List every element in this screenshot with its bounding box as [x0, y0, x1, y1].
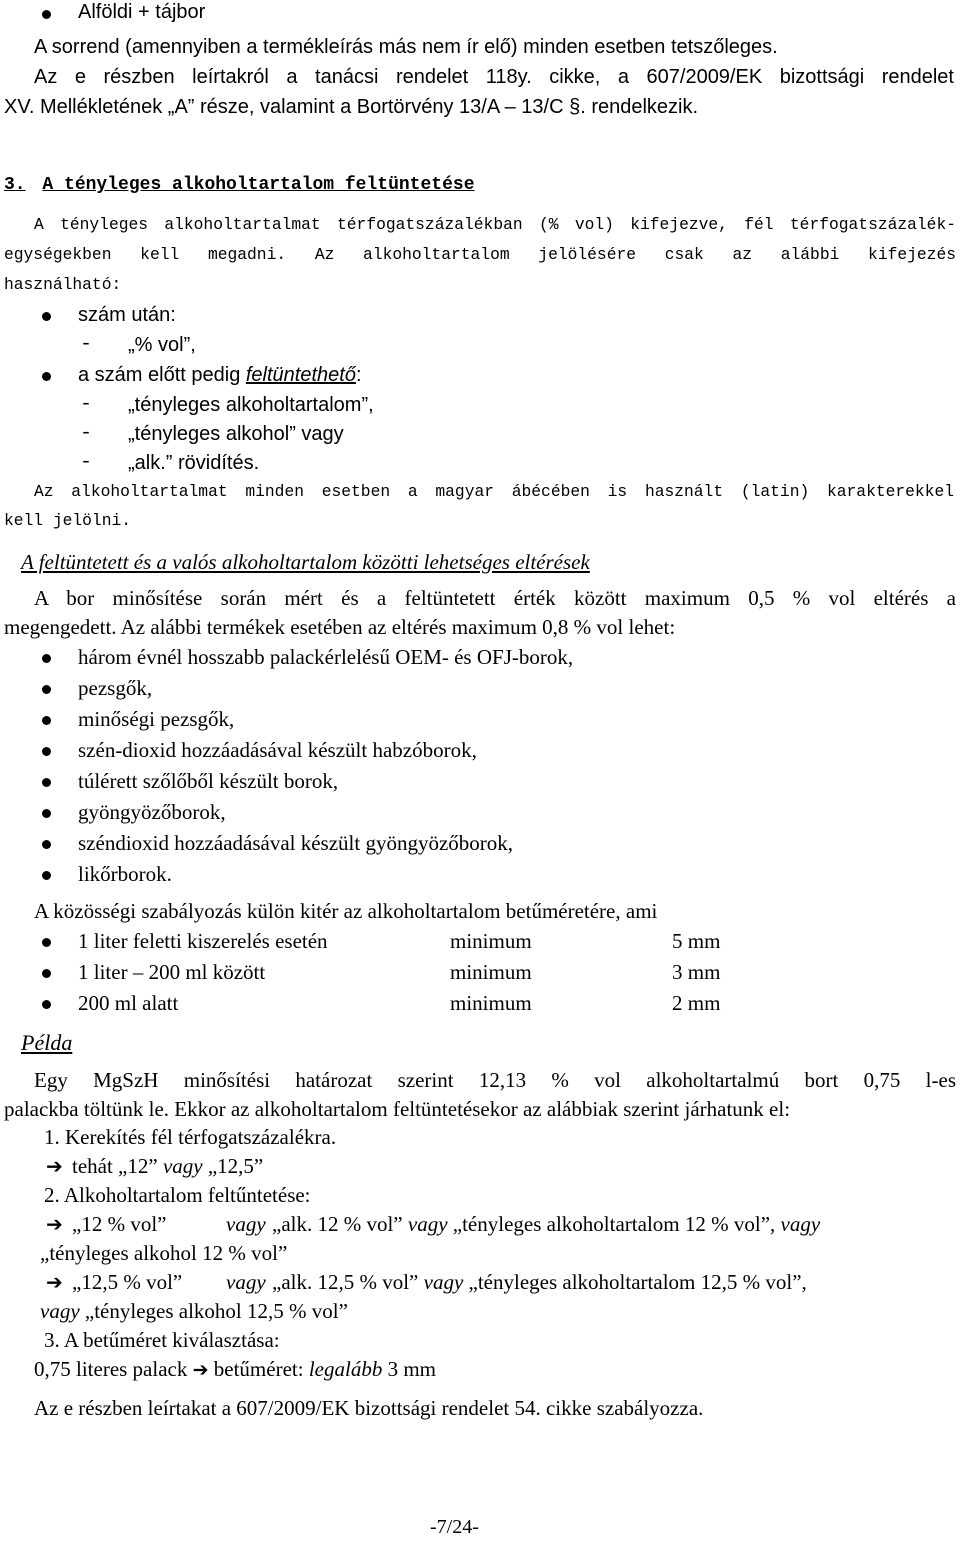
option-text: „alk. 12,5 % vol”: [272, 1270, 424, 1294]
list-item: „alk.” rövidítés.: [128, 452, 260, 474]
list-item: „% vol”,: [128, 334, 196, 356]
bullet-icon: [42, 969, 51, 978]
list-item: Alföldi + tájbor: [78, 1, 206, 23]
right-arrow-icon: ➔: [46, 1270, 63, 1294]
bullet-icon: [42, 10, 51, 19]
bullet-icon: [42, 716, 51, 725]
or-word: vagy: [423, 1270, 464, 1294]
option-line: „tényleges alkohol 12 % vol”: [40, 1241, 288, 1265]
list-item: széndioxid hozzáadásával készült gyöngyözőborok,: [78, 831, 514, 855]
right-arrow-icon: ➔: [46, 1154, 63, 1178]
section-heading: [4, 170, 475, 200]
bullet-icon: [42, 809, 51, 818]
section-title: A tényleges alkoholtartalom feltüntetése: [42, 175, 475, 195]
step-item: 3. A betűméret kiválasztása:: [44, 1328, 280, 1352]
bullet-icon: [42, 1000, 51, 1009]
regulation-reference: Az e részben leírtakat a 607/2009/EK bizottsági rendelet 54. cikke szabályozza.: [34, 1396, 704, 1420]
paragraph-line: A sorrend (amennyiben a termékleírás más nem ír elő) minden esetben tetszőleges.: [34, 36, 778, 58]
result-text: tehát „12”: [72, 1154, 163, 1178]
step-item: 1. Kerekítés fél térfogatszázalékra.: [44, 1125, 337, 1149]
section-number: 3.: [4, 175, 26, 195]
paragraph-line: XV. Mellékletének „A” része, valamint a Bortörvény 13/A – 13/C §. rendelkezik.: [4, 96, 699, 118]
size-label: minimum: [450, 960, 532, 984]
size-value: 3 mm: [672, 960, 721, 984]
size-range: 1 liter – 200 ml között: [78, 960, 266, 984]
paragraph-line: Egy MgSzH minősítési határozat szerint 12,13 % vol alkoholtartalmú bort 0,75 l-es: [34, 1068, 956, 1092]
or-word: vagy: [780, 1212, 821, 1236]
option-text: „tényleges alkoholtartalom 12,5 % vol”,: [463, 1270, 807, 1294]
page-number: -7/24-: [430, 1516, 479, 1538]
list-item-text: :: [355, 364, 362, 386]
size-label: minimum: [450, 991, 532, 1015]
bullet-icon: [42, 747, 51, 756]
option-text: [272, 1209, 820, 1239]
example-heading: Példa: [21, 1030, 73, 1055]
list-item-text: a szám előtt pedig: [78, 364, 246, 386]
right-arrow-icon: ➔: [46, 1212, 63, 1236]
emphasis-text: legalább: [308, 1357, 383, 1381]
bullet-icon: [42, 871, 51, 880]
list-item: szén-dioxid hozzáadásával készült habzóborok,: [78, 738, 477, 762]
bottle-text: 0,75 literes palack: [34, 1357, 193, 1381]
result-text: „12,5”: [202, 1154, 264, 1178]
paragraph-line: egységekben kell megadni. Az alkoholtartalom jelölésére csak az alábbi kifejezés: [4, 245, 956, 264]
or-word: vagy: [40, 1299, 80, 1323]
list-item: szám után:: [78, 304, 176, 326]
bullet-icon: [42, 372, 51, 381]
step-item: 2. Alkoholtartalom feltűntetése:: [44, 1183, 311, 1207]
size-label: minimum: [450, 929, 532, 953]
dash-icon: -: [80, 393, 93, 416]
option-line: [72, 1267, 956, 1297]
paragraph-line: Az alkoholtartalmat minden esetben a magyar ábécében is használt (latin) karakterekkel: [34, 482, 954, 501]
size-range: 200 ml alatt: [78, 991, 179, 1015]
option-line: [40, 1296, 348, 1326]
list-item: pezsgők,: [78, 676, 153, 700]
list-item: [78, 360, 362, 390]
bullet-icon: [42, 654, 51, 663]
list-item: minőségi pezsgők,: [78, 707, 235, 731]
paragraph-line: kell jelölni.: [4, 511, 132, 530]
dash-icon: -: [80, 422, 93, 445]
dash-icon: -: [80, 333, 93, 356]
option-text: „tényleges alkohol 12,5 % vol”: [79, 1299, 348, 1323]
size-range: 1 liter feletti kiszerelés esetén: [78, 929, 328, 953]
list-item: gyöngyözőborok,: [78, 800, 226, 824]
list-item: három évnél hosszabb palackérlelésű OEM- és OFJ-borok,: [78, 645, 574, 669]
or-word: vagy: [407, 1212, 448, 1236]
list-item: likőrborok.: [78, 862, 172, 886]
table-row: [78, 926, 778, 956]
list-item: „tényleges alkoholtartalom”,: [128, 394, 374, 416]
paragraph-line: palackba töltünk le. Ekkor az alkoholtartalom feltüntetésekor az alábbiak szerint járhatunk el:: [4, 1097, 791, 1121]
list-item: túlérett szőlőből készült borok,: [78, 769, 339, 793]
option-line: [72, 1209, 956, 1239]
right-arrow-icon: ➔: [192, 1359, 209, 1381]
paragraph-line: Az e részben leírtakról a tanácsi rendelet 118y. cikke, a 607/2009/EK bizottsági rendelet: [34, 66, 954, 88]
size-value: 5 mm: [672, 929, 721, 953]
or-word: vagy: [226, 1270, 266, 1294]
option-text: „12 % vol”: [72, 1212, 167, 1236]
bullet-icon: [42, 685, 51, 694]
option-text: „12,5 % vol”: [72, 1270, 183, 1294]
bottle-line: [34, 1354, 436, 1385]
dash-icon: -: [80, 451, 93, 474]
table-row: [78, 988, 778, 1018]
subsection-heading: A feltüntetett és a valós alkoholtartalom közötti lehetséges eltérések: [21, 550, 590, 574]
option-text: „alk. 12 % vol”: [272, 1212, 408, 1236]
paragraph-line: A bor minősítése során mért és a feltüntetett érték között maximum 0,5 % vol eltérés a: [34, 586, 956, 610]
emphasis-text: feltüntethető: [245, 364, 356, 386]
bullet-icon: [42, 778, 51, 787]
option-text: [272, 1267, 807, 1297]
paragraph-line: A tényleges alkoholtartalmat térfogatszázalékban (% vol) kifejezve, fél térfogatszázalék-: [34, 215, 956, 234]
or-word: vagy: [162, 1154, 203, 1178]
option-text: „tényleges alkoholtartalom 12 % vol”,: [447, 1212, 781, 1236]
bullet-icon: [42, 840, 51, 849]
list-item: „tényleges alkohol” vagy: [128, 423, 344, 445]
bullet-icon: [42, 312, 51, 321]
bottle-text: betűméret:: [208, 1357, 309, 1381]
or-word: vagy: [226, 1212, 266, 1236]
paragraph-line: megengedett. Az alábbi termékek esetében az eltérés maximum 0,8 % vol lehet:: [4, 615, 676, 639]
bottle-text: 3 mm: [382, 1357, 436, 1381]
paragraph-line: A közösségi szabályozás külön kitér az alkoholtartalom betűméretére, ami: [34, 899, 658, 923]
bullet-icon: [42, 938, 51, 947]
size-value: 2 mm: [672, 991, 721, 1015]
table-row: [78, 957, 778, 987]
paragraph-line: használható:: [4, 275, 122, 294]
step-result: [72, 1151, 263, 1181]
